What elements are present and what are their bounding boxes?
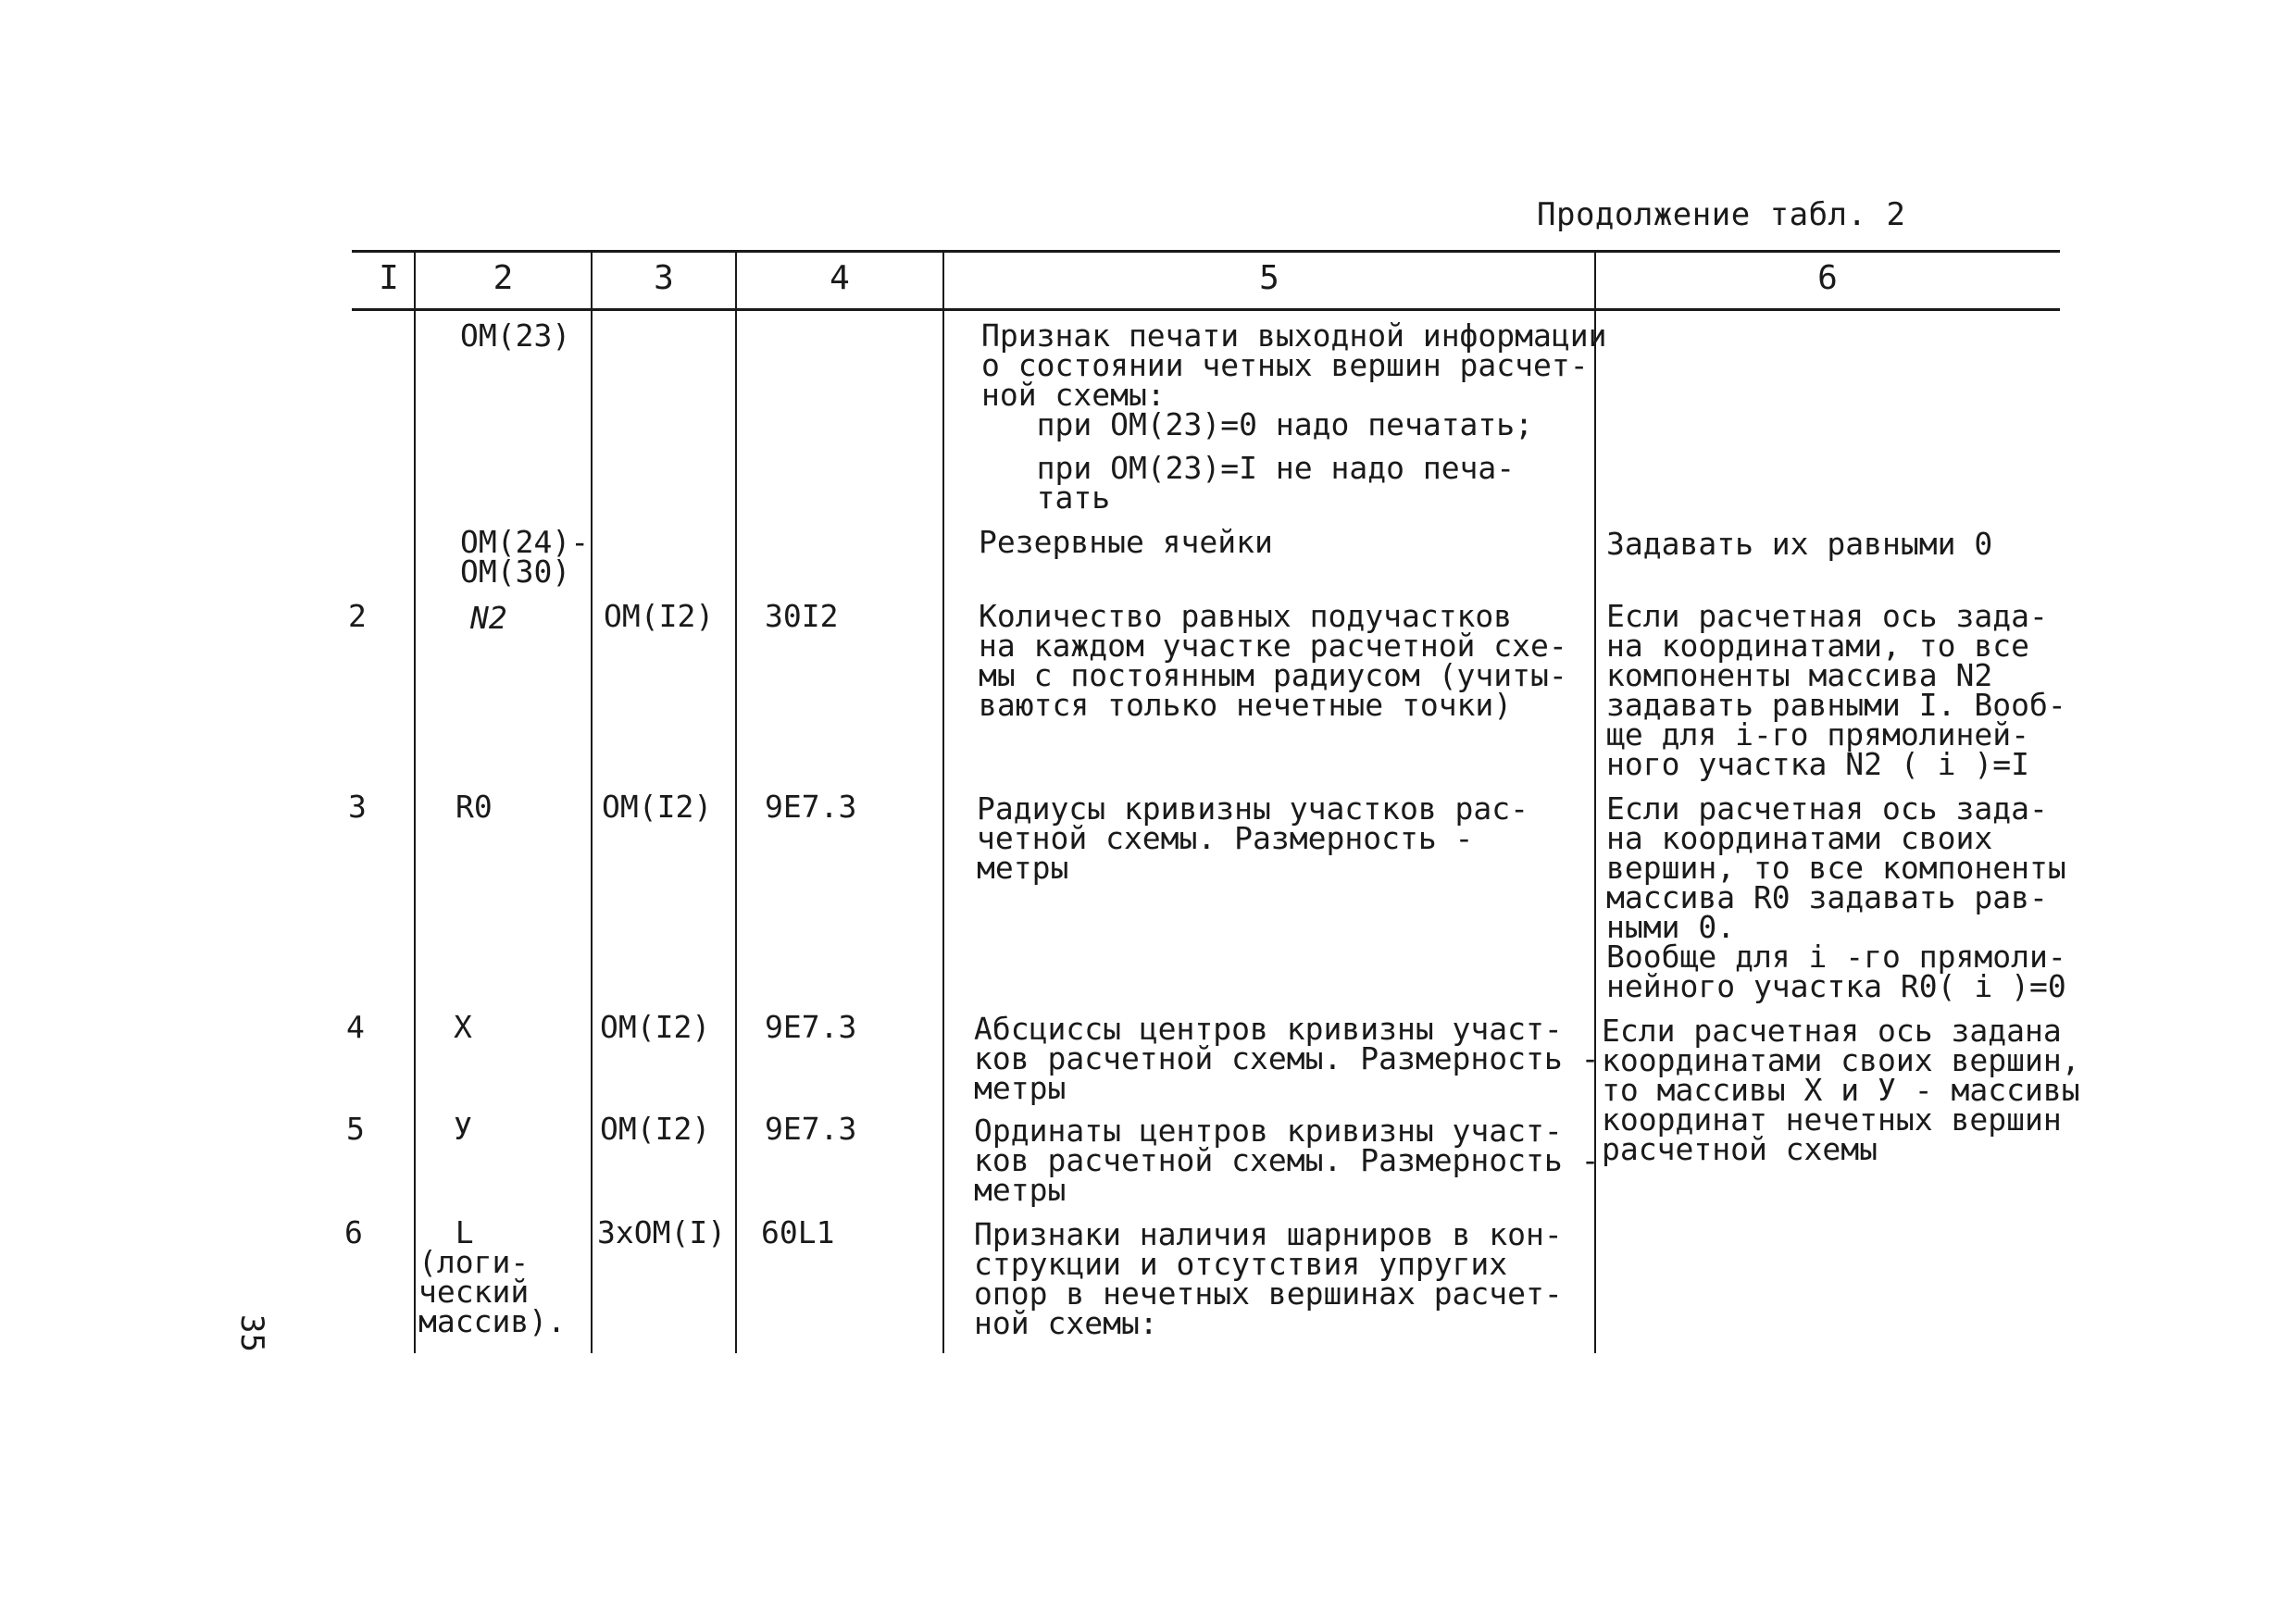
row-6-num: 6 [344,1214,363,1250]
row-3-col3: ОМ(I2) [602,789,713,825]
header-col-4: 4 [830,259,850,297]
table-header-rule [352,308,2060,311]
row-5-col2: У [454,1111,472,1147]
row-4-col2: X [454,1009,472,1045]
row-3-col2: R0 [455,789,493,825]
row-5-col3: ОМ(I2) [600,1111,711,1147]
row-6-col4: 60L1 [761,1214,835,1250]
table-top-rule [352,250,2060,253]
header-col-2: 2 [493,259,514,297]
row-0-col2: ОМ(23) [460,317,571,354]
row-2-col2: N2 [470,600,507,636]
row-2-col6: Если расчетная ось зада- на координатами, то все компоненты массива N2 задавать равными I. Вооб- ще для i-го прямолиней- ного участка N2 ( i )=I [1606,598,2066,782]
row-1-col2: ОМ(24)- ОМ(30) [460,524,590,590]
row-5-num: 5 [346,1111,365,1147]
row-4-col4: 9E7.3 [765,1009,857,1045]
row-3-num: 3 [348,789,367,825]
page-number: 35 [233,1314,270,1352]
column-divider-3 [735,252,737,1353]
header-col-1: I [379,259,399,297]
row-2-col3: ОМ(I2) [604,598,715,634]
row-2-col4: 30I2 [765,598,839,634]
header-col-6: 6 [1817,259,1838,297]
row-5-col4: 9E7.3 [765,1111,857,1147]
row-2-col5: Количество равных подучастков на каждом участке расчетной схе- мы с постоянным радиусом (учиты- ваются только нечетные точки) [979,598,1567,723]
row-0-col5: Признак печати выходной информации о состоянии четных вершин расчет- ной схемы: при ОМ(23)=0 надо печатать; [981,317,1607,442]
header-col-5: 5 [1259,259,1279,297]
row-6-col2: L (логи- ческий массив). [418,1214,566,1339]
row-3-col6: Если расчетная ось зада- на координатами своих вершин, то все компоненты массива R0 задавать рав- ными 0. Вообще для i -го прямоли- нейного участка R0( i )=0 [1606,790,2066,1004]
table-caption: Продолжение табл. 2 [1537,196,1906,233]
row-6-col3: 3хОМ(I) [597,1214,727,1250]
column-divider-1 [414,252,416,1353]
row-3-col4: 9E7.3 [765,789,857,825]
row-4-col5: Абсциссы центров кривизны участ- ков расчетной схемы. Размерность - метры [974,1011,1600,1106]
row-6-col5: Признаки наличия шарниров в кон- струкции и отсутствия упругих опор в нечетных вершинах расчет- ной схемы: [974,1216,1563,1341]
row-4-col3: ОМ(I2) [600,1009,711,1045]
row-1-col5: Резервные ячейки [979,524,1273,560]
row-4-col6: Если расчетная ось задана координатами своих вершин, то массивы X и У - массивы координат нечетных вершин расчетной схемы [1602,1013,2080,1167]
column-divider-4 [942,252,944,1353]
header-col-3: 3 [654,259,674,297]
row-3-col5: Радиусы кривизны участков рас- четной схемы. Размерность - метры [977,790,1529,886]
row-1-col6: Задавать их равными 0 [1606,526,1993,562]
row-4-num: 4 [346,1009,365,1045]
column-divider-2 [591,252,593,1353]
row-2-num: 2 [348,598,367,634]
row-5-col5: Ординаты центров кривизны участ- ков расчетной схемы. Размерность - метры [974,1113,1600,1208]
row-0-col5-cont: при ОМ(23)=I не надо печа- тать [1036,450,1516,516]
